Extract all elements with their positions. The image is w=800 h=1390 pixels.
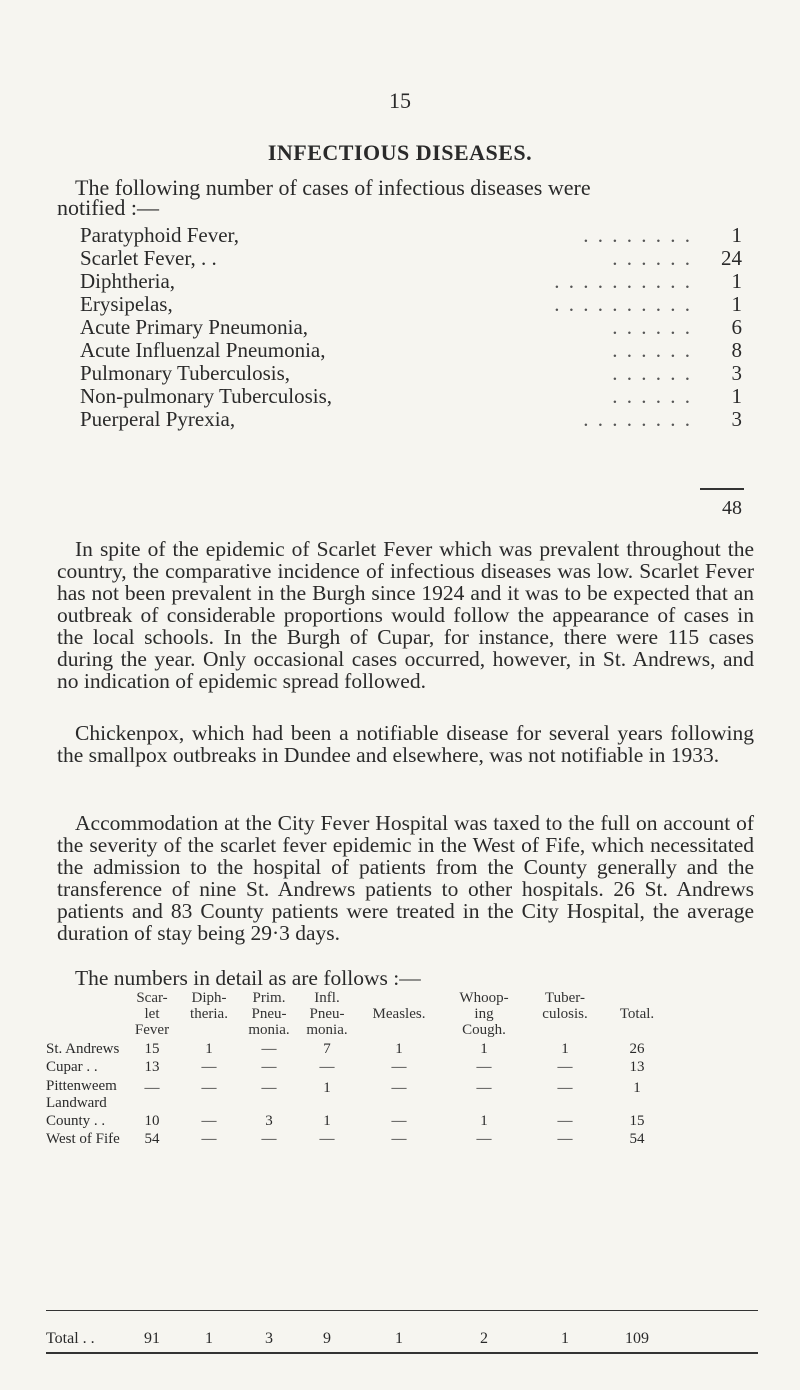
leader-dots: . . . . . . xyxy=(612,338,692,362)
disease-count: 6 xyxy=(731,315,742,339)
row-label: Cupar . . xyxy=(46,1059,98,1075)
table-cell: — xyxy=(261,1059,277,1075)
row-label: Pittenweem Landward xyxy=(46,1078,117,1111)
column-header: Infl. Pneu- monia. xyxy=(306,990,348,1038)
table-cell: 7 xyxy=(323,1041,331,1057)
table-cell: — xyxy=(391,1080,407,1096)
intro-text xyxy=(57,175,757,220)
column-header: Measles. xyxy=(372,1006,426,1022)
disease-row xyxy=(80,409,742,432)
leader-dots: . . . . . . . . xyxy=(583,407,692,431)
intro-line-2: notified :— xyxy=(57,195,160,220)
disease-name: Acute Primary Pneumonia, xyxy=(80,315,309,339)
row-label: St. Andrews xyxy=(46,1041,120,1057)
total-cell: 3 xyxy=(265,1330,273,1347)
paragraph-detail-intro: The numbers in detail as are follows :— xyxy=(75,966,421,990)
disease-row xyxy=(80,363,742,386)
table-cell: — xyxy=(261,1041,277,1057)
table-cell: 1 xyxy=(633,1080,641,1096)
disease-name: Acute Influenzal Pneumonia, xyxy=(80,338,326,362)
diseases-total: 48 xyxy=(722,497,742,519)
table-cell: — xyxy=(557,1113,573,1129)
table-cell: — xyxy=(476,1080,492,1096)
paragraph-scarlet-fever: In spite of the epidemic of Scarlet Fever which was prevalent throughout the country, the comparative incidence of infectious diseases was low. Scarlet Fever has not been prevalent in the Burgh since 1924 and it was to be expected that an outbreak of considerable proportions would follow the appearance of cases in the local schools. In the Burgh of Cupar, for instance, there were 115 cases during the year. Only occasional cases occurred, however, in St. Andrews, and no indication of epidemic spread followed. xyxy=(57,537,754,693)
table-cell: — xyxy=(391,1113,407,1129)
total-cells xyxy=(126,1330,670,1348)
column-header: Tuber- culosis. xyxy=(542,990,588,1022)
table-cell: 1 xyxy=(323,1080,331,1096)
paragraph-chickenpox: Chickenpox, which had been a notifiable disease for several years following the smallpox outbreaks in Dundee and elsewhere, was not notifiable in 1933. xyxy=(57,721,754,767)
table-cell: 13 xyxy=(629,1059,645,1075)
table-cell: 1 xyxy=(561,1041,569,1057)
disease-count: 3 xyxy=(731,361,742,385)
column-header: Scar- let Fever xyxy=(134,990,170,1038)
column-header: Prim. Pneu- monia. xyxy=(248,990,290,1038)
disease-name: Puerperal Pyrexia, xyxy=(80,407,236,431)
table-cell: — xyxy=(201,1059,217,1075)
disease-name: Diphtheria, xyxy=(80,269,176,293)
disease-row xyxy=(80,386,742,409)
page-number: 15 xyxy=(389,88,411,113)
table-row xyxy=(46,1040,758,1058)
table-total-row xyxy=(46,1330,670,1348)
table-cell: 1 xyxy=(480,1041,488,1057)
table-cell: 3 xyxy=(265,1113,273,1129)
table-cell: — xyxy=(476,1059,492,1075)
disease-count: 8 xyxy=(731,338,742,362)
disease-count: 1 xyxy=(731,292,742,316)
table-cell: — xyxy=(557,1080,573,1096)
disease-row xyxy=(80,225,742,248)
table-cell: 1 xyxy=(205,1041,213,1057)
table-cell: 15 xyxy=(144,1041,160,1057)
table-header xyxy=(46,990,758,1038)
total-label: Total . . xyxy=(46,1330,95,1347)
total-cell: 109 xyxy=(625,1330,649,1347)
leader-dots: . . . . . . xyxy=(612,246,692,270)
leader-dots: . . . . . . . . xyxy=(583,223,692,247)
table-rule-top xyxy=(46,1310,758,1311)
table-row xyxy=(46,1130,758,1148)
disease-row xyxy=(80,271,742,294)
disease-name: Non-pulmonary Tuberculosis, xyxy=(80,384,332,408)
total-cell: 1 xyxy=(205,1330,213,1347)
table-cell: 1 xyxy=(480,1113,488,1129)
disease-count: 1 xyxy=(731,384,742,408)
column-header: Whoop- ing Cough. xyxy=(459,990,509,1038)
disease-list xyxy=(80,225,742,432)
table-cell: 26 xyxy=(629,1041,645,1057)
total-rule xyxy=(700,488,744,490)
table-cell: 54 xyxy=(629,1131,645,1147)
leader-dots: . . . . . . xyxy=(612,315,692,339)
disease-count: 1 xyxy=(731,223,742,247)
table-cell: — xyxy=(476,1131,492,1147)
leader-dots: . . . . . . xyxy=(612,384,692,408)
detail-table xyxy=(46,990,758,1148)
table-row xyxy=(46,1112,758,1130)
disease-row xyxy=(80,248,742,271)
disease-row xyxy=(80,294,742,317)
table-cell: — xyxy=(557,1059,573,1075)
table-cell: — xyxy=(201,1080,217,1096)
disease-count: 3 xyxy=(731,407,742,431)
table-cell: — xyxy=(144,1080,160,1096)
leader-dots: . . . . . . xyxy=(612,361,692,385)
total-cell: 1 xyxy=(561,1330,569,1347)
table-cell: 15 xyxy=(629,1113,645,1129)
table-cell: 10 xyxy=(144,1113,160,1129)
table-row xyxy=(46,1076,758,1112)
total-cell: 91 xyxy=(144,1330,160,1347)
table-rule-bottom xyxy=(46,1352,758,1354)
table-cell: — xyxy=(261,1080,277,1096)
disease-name: Scarlet Fever, . . xyxy=(80,246,217,270)
paragraph-accommodation: Accommodation at the City Fever Hospital was taxed to the full on account of the severity of the scarlet fever epidemic in the West of Fife, which necessitated the admission to the hospital of patients from the County generally and the transference of nine St. Andrews patients to other hospitals. 26 St. Andrews patients and 83 County patients were treated in the City Hospital, the average duration of stay being 29·3 days. xyxy=(57,811,754,945)
disease-count: 1 xyxy=(731,269,742,293)
table-cell: — xyxy=(261,1131,277,1147)
table-cell: — xyxy=(319,1131,335,1147)
row-label: County . . xyxy=(46,1113,106,1129)
column-header: Diph- theria. xyxy=(190,990,228,1022)
total-cell: 9 xyxy=(323,1330,331,1347)
section-heading: INFECTIOUS DISEASES. xyxy=(267,140,533,165)
table-cell: — xyxy=(319,1059,335,1075)
table-row xyxy=(46,1058,758,1076)
table-cell: 1 xyxy=(395,1041,403,1057)
disease-name: Pulmonary Tuberculosis, xyxy=(80,361,291,385)
disease-name: Paratyphoid Fever, xyxy=(80,223,239,247)
table-cell: — xyxy=(557,1131,573,1147)
table-cell: — xyxy=(391,1059,407,1075)
total-cell: 1 xyxy=(395,1330,403,1347)
table-cell: — xyxy=(201,1131,217,1147)
table-cell: — xyxy=(391,1131,407,1147)
table-cell: 54 xyxy=(144,1131,160,1147)
table-cell: — xyxy=(201,1113,217,1129)
table-cell: 1 xyxy=(323,1113,331,1129)
table-cell: 13 xyxy=(144,1059,160,1075)
total-cell: 2 xyxy=(480,1330,488,1347)
leader-dots: . . . . . . . . . . xyxy=(554,292,692,316)
disease-row xyxy=(80,317,742,340)
leader-dots: . . . . . . . . . . xyxy=(554,269,692,293)
row-label: West of Fife xyxy=(46,1131,120,1147)
column-header: Total. xyxy=(619,1006,655,1022)
disease-row xyxy=(80,340,742,363)
disease-count: 24 xyxy=(721,246,742,270)
disease-name: Erysipelas, xyxy=(80,292,173,316)
intro-line-1: The following number of cases of infectious diseases were xyxy=(75,175,591,200)
table-body xyxy=(46,1040,758,1148)
